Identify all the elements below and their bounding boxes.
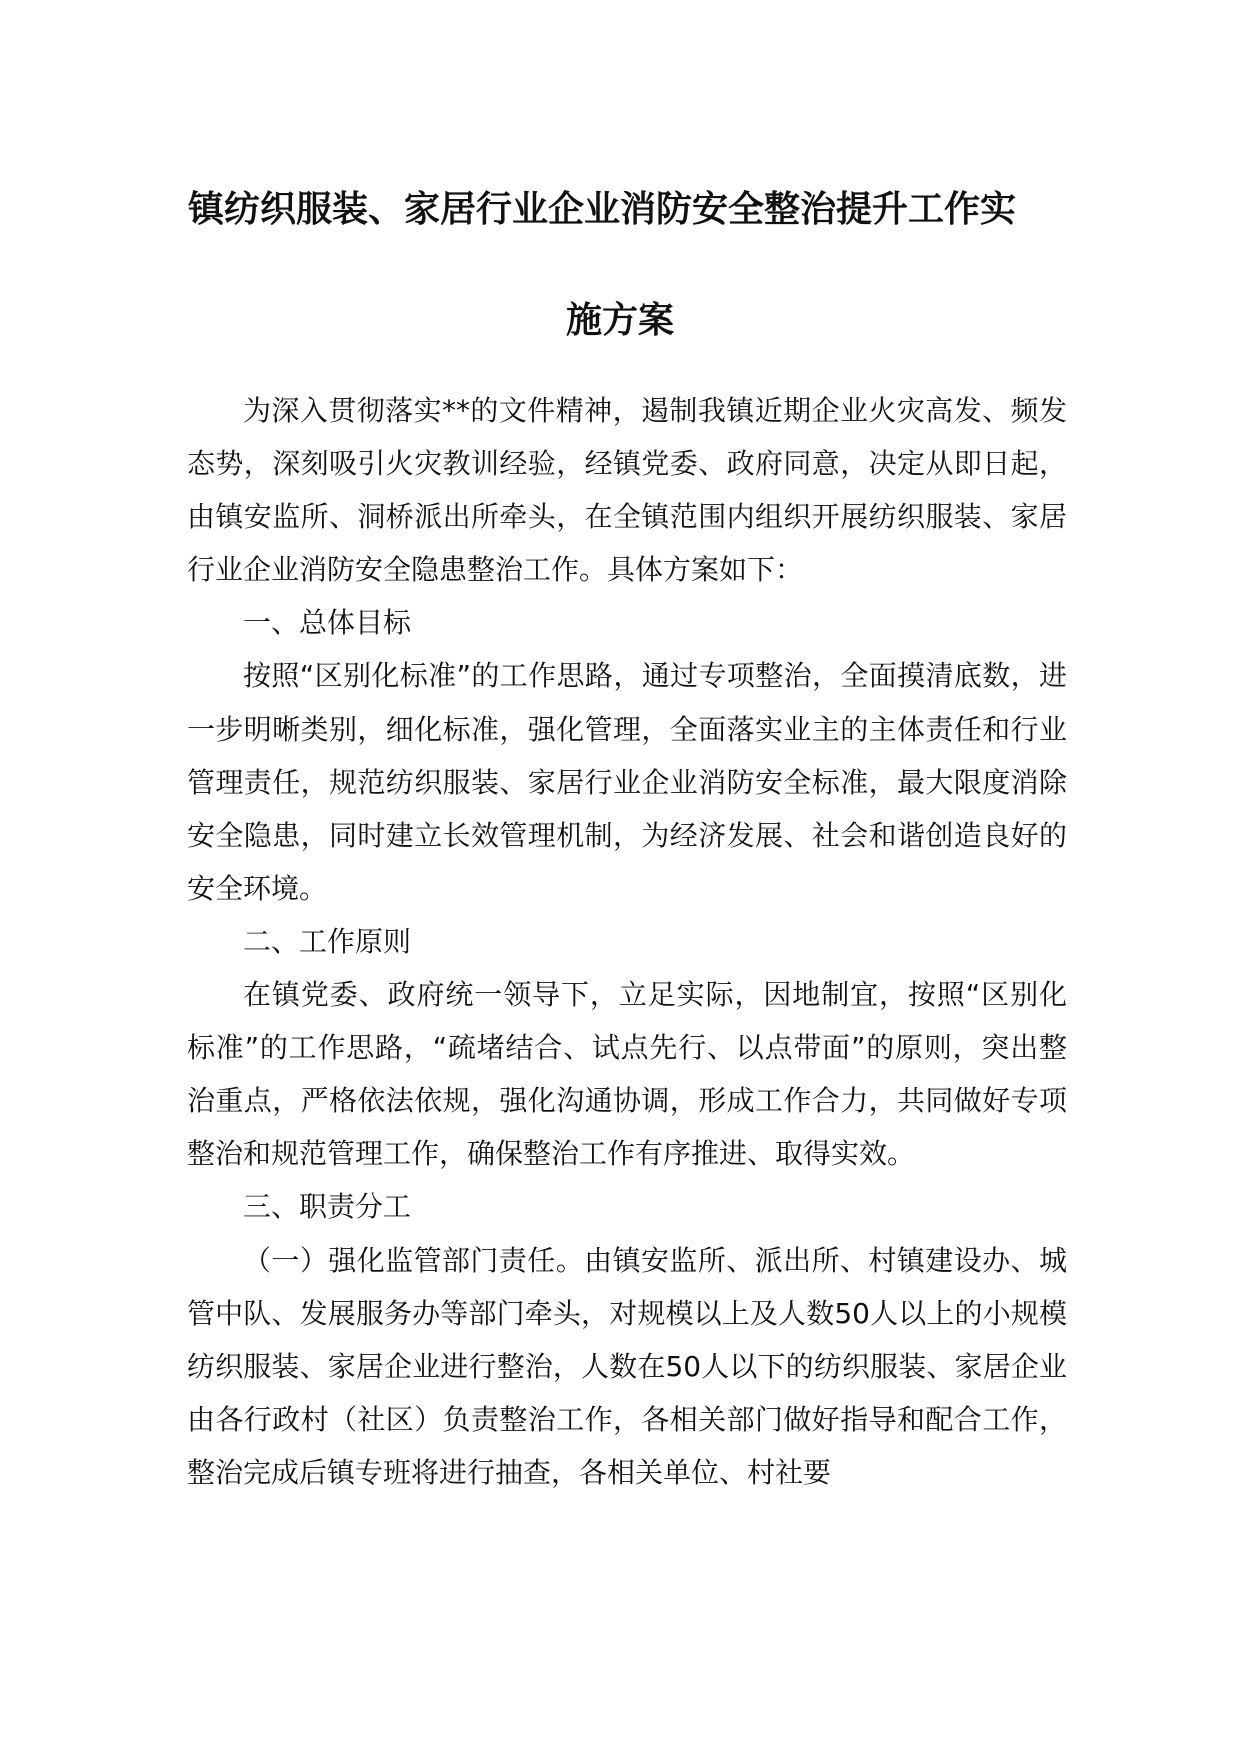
- section-body-duties: （一）强化监管部门责任。由镇安监所、派出所、村镇建设办、城管中队、发展服务办等部门牵头，对规模以上及人数50人以上的小规模纺织服装、家居企业进行整治，人数在50人以下的纺织服装、家居企业由各行政村（社区）负责整治工作，各相关部门做好指导和配合工作，整治完成后镇专班将进行抽查，各相关单位、村社要: [187, 1243, 1067, 1489]
- section-heading-principles: 二、工作原则: [243, 924, 412, 958]
- intro-paragraph: 为深入贯彻落实**的文件精神，遏制我镇近期企业火灾高发、频发态势，深刻吸引火灾教训经验，经镇党委、政府同意，决定从即日起，由镇安监所、洞桥派出所牵头，在全镇范围内组织开展纺织服装、家居行业企业消防安全隐患整治工作。具体方案如下：: [187, 394, 1067, 587]
- document-title-line-1: 镇纺织服装、家居行业企业消防安全整治提升工作实: [188, 189, 1017, 230]
- section-body-principles: 在镇党委、政府统一领导下，立足实际，因地制宜，按照“区别化标准”的工作思路，“疏堵结合、试点先行、以点带面”的原则，突出整治重点，严格依法依规，强化沟通协调，形成工作合力，共同做好专项整治和规范管理工作，确保整治工作有序推进、取得实效。: [187, 978, 1067, 1171]
- document-title-line-2: 施方案: [565, 300, 674, 341]
- section-heading-goals: 一、总体目标: [243, 606, 412, 640]
- section-heading-duties: 三、职责分工: [243, 1190, 412, 1224]
- document-body: [187, 384, 1067, 1499]
- section-body-goals: 按照“区别化标准”的工作思路，通过专项整治，全面摸清底数，进一步明晰类别，细化标准，强化管理，全面落实业主的主体责任和行业管理责任，规范纺织服装、家居行业企业消防安全标准，最大限度消除安全隐患，同时建立长效管理机制，为经济发展、社会和谐创造良好的安全环境。: [187, 659, 1067, 905]
